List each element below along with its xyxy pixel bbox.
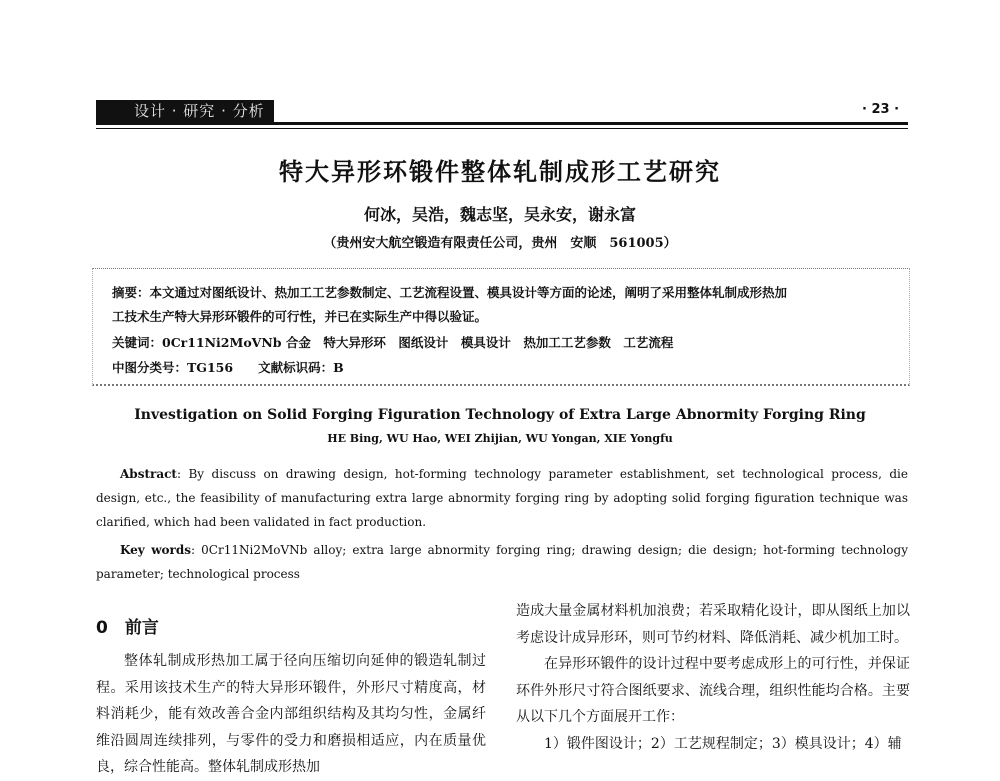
author-list: 何冰，吴浩，魏志坚，吴永安，谢永富 [363,205,636,224]
paper-title: 特大异形环锻件整体轧制成形工艺研究 [279,158,721,186]
right-paragraph-3: 1）锻件图设计；2）工艺规程制定；3）模具设计；4）辅 [544,735,902,752]
en-title: Investigation on Solid Forging Figuration Technology of Extra Large Abnormity Forging Ring [134,407,866,423]
header-rule-thick [96,122,908,125]
right-paragraph-2: 在异形环锻件的设计过程中要考虑成形上的可行性，并保证环件外形尺寸符合图纸要求、流线合理，组织性能均合格。主要从以下几个方面展开工作： [516,656,910,725]
section-label-band: 设计 · 研究 · 分析 [96,100,274,122]
cn-classification: 中图分类号：TG156 文献标识码：B [112,360,344,375]
en-keywords-label: Key words [120,543,192,557]
header-rule-thin [96,128,908,129]
en-keywords-text: : 0Cr11Ni2MoVNb alloy; extra large abnormity forging ring; drawing design; die design; hot-forming technology parameter; technological process [96,543,908,581]
right-paragraph-1: 造成大量金属材料机加浪费；若采取精化设计，即从图纸上加以考虑设计成异形环，则可节约材料、降低消耗、减少机加工时。 [516,603,910,646]
en-abstract-label: Abstract [120,467,177,481]
affiliation: （贵州安大航空锻造有限责任公司，贵州 安顺 561005） [323,236,677,251]
en-authors: HE Bing, WU Hao, WEI Zhijian, WU Yongan, XIE Yongfu [327,432,673,445]
cn-abstract-line-2: 工技术生产特大异形环锻件的可行性，并已在实际生产中得以验证。 [112,309,488,324]
en-keywords [96,538,908,586]
page-number: · 23 · [862,102,900,117]
en-abstract [96,462,908,534]
left-paragraph-1: 整体轧制成形热加工属于径向压缩切向延伸的锻造轧制过程。采用该技术生产的特大异形环锻件，外形尺寸精度高，材料消耗少，能有效改善合金内部组织结构及其均匀性，金属纤维沿圆周连续排列，与零件的受力和磨损相适应，内在质量优良，综合性能高。整体轧制成形热加 [96,653,486,775]
section-heading-0: 0 前言 [96,618,159,638]
en-abstract-text: : By discuss on drawing design, hot-forming technology parameter establishment, set technological process, die design, etc., the feasibility of manufacturing extra large abnormity forging ring by adopting solid forging figuration technique was clarified, which had been validated in fact production. [96,467,908,529]
cn-abstract-line-1: 摘要：本文通过对图纸设计、热加工工艺参数制定、工艺流程设置、模具设计等方面的论述，阐明了采用整体轧制成形热加 [112,285,788,300]
cn-keywords: 关键词：0Cr11Ni2MoVNb 合金 特大异形环 图纸设计 模具设计 热加工工艺参数 工艺流程 [112,335,674,350]
right-column [516,598,910,757]
left-column [96,648,486,781]
